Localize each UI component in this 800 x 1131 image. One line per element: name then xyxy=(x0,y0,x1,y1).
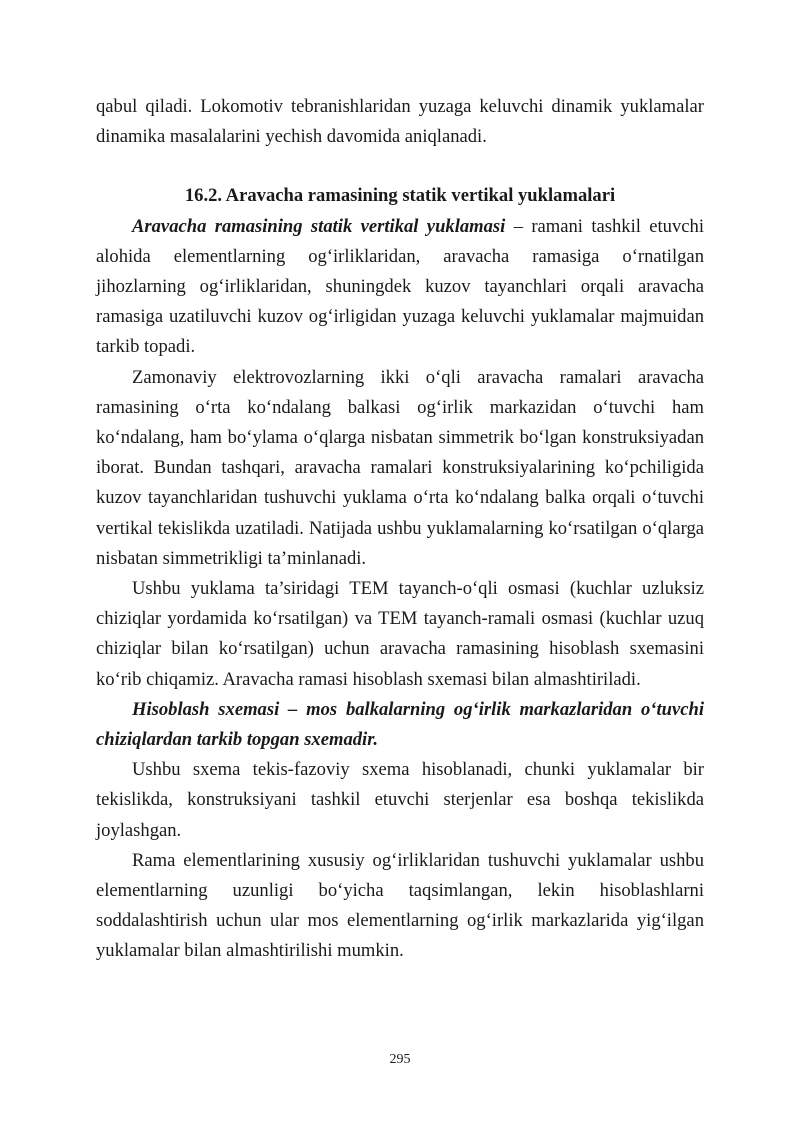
page-number: 295 xyxy=(389,1052,411,1067)
paragraph-planar-spatial: Ushbu sxema tekis-fazoviy sxema hisoblanadi, chunki yuklamalar bir tekislikda, konstruksiyani tashkil etuvchi sterjenlar esa boshqa tekislikda joylashgan. xyxy=(96,759,704,841)
definition-text: – ramani tashkil etuvchi alohida elementlarning og‘irliklaridan, aravacha ramasiga o‘rnatilgan jihozlarning og‘irliklaridan, shuningdek kuzov tayanchlari orqali aravacha ramasiga uzatiluvchi kuzov og‘irligidan yuzaga keluvchi yuklamalar majmuidan tarkib topadi. xyxy=(96,215,704,358)
page-body xyxy=(96,92,704,967)
paragraph-scheme-definition: Hisoblash sxemasi – mos balkalarning og‘irlik markazlaridan o‘tuvchi chiziqlardan tarkib topgan sxemadir. xyxy=(96,698,704,751)
paragraph-continuation: qabul qiladi. Lokomotiv tebranishlaridan yuzaga keluvchi dinamik yuklamalar dinamika masalalarini yechish davomida aniqlanadi. xyxy=(96,96,704,148)
paragraph-definition xyxy=(96,212,704,363)
section-heading: 16.2. Aravacha ramasining statik vertikal yuklamalari xyxy=(184,185,616,207)
paragraph-calculation-scheme: Ushbu yuklama ta’siridagi TEM tayanch-o‘qli osmasi (kuchlar uzluksiz chiziqlar yordamida ko‘rsatilgan) va TEM tayanch-ramali osmasi (kuchlar uzuq chiziqlar bilan ko‘rsatilgan) uchun aravacha ramasining hisoblash sxemasini ko‘rib chiqamiz. Aravacha ramasi hisoblash sxemasi bilan almashtiriladi. xyxy=(96,578,704,690)
defined-term: Aravacha ramasining statik vertikal yuklamasi xyxy=(132,215,506,237)
paragraph-symmetry: Zamonaviy elektrovozlarning ikki o‘qli aravacha ramalari aravacha ramasining o‘rta ko‘ndalang balkasi og‘irlik markazidan o‘tuvchi ham ko‘ndalang, ham bo‘ylama o‘qlarga nisbatan simmetrik bo‘lgan konstruksiyadan iborat. Bundan tashqari, aravacha ramalari konstruksiyalarining ko‘pchiligida kuzov tayanchlaridan tushuvchi yuklama o‘rta ko‘ndalang balka orqali o‘tuvchi vertikal tekislikda uzatiladi. Natijada ushbu yuklamalarning ko‘rsatilgan o‘qlarga nisbatan simmetrikligi ta’minlanadi. xyxy=(96,366,704,569)
paragraph-distributed-loads: Rama elementlarining xususiy og‘irliklaridan tushuvchi yuklamalar ushbu elementlarning uzunligi bo‘yicha taqsimlangan, lekin hisoblashlarni soddalashtirish uchun ular mos elementlarning og‘irlik markazlarida yig‘ilgan yuklamalar bilan almashtirilishi mumkin. xyxy=(96,849,704,962)
